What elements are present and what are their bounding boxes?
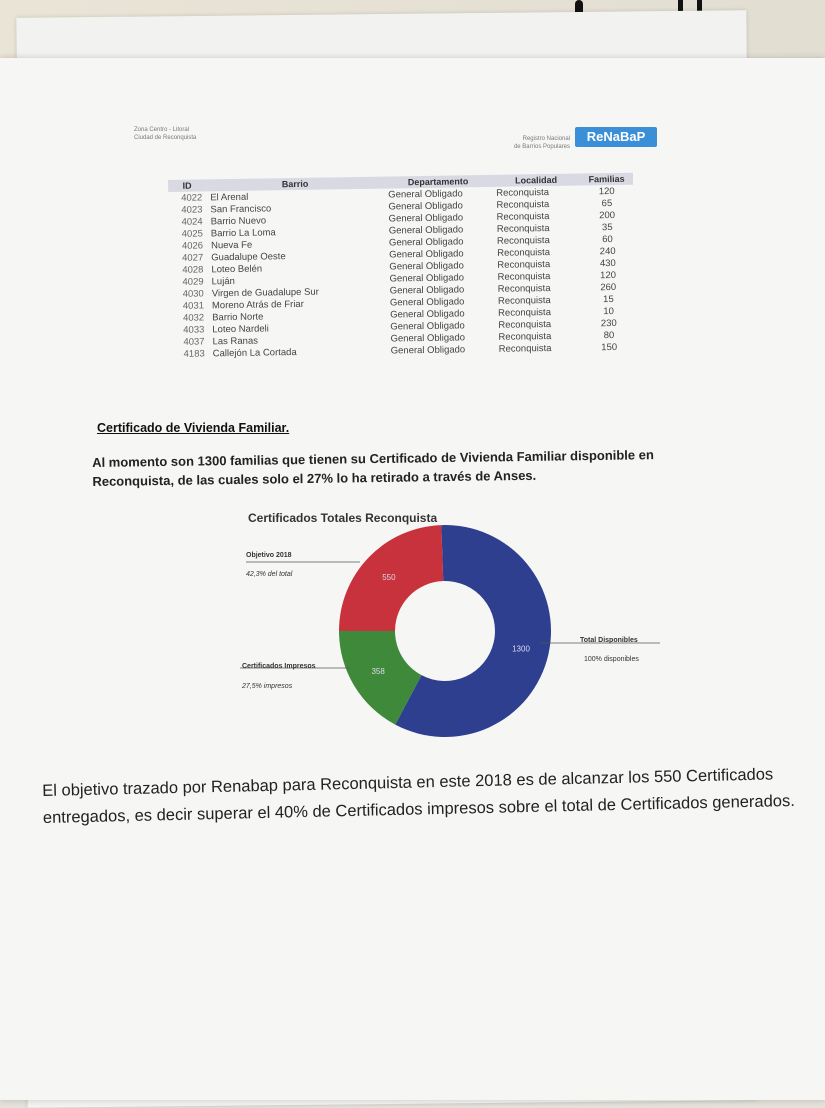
col-id: ID [168,179,206,192]
cell-barrio: Barrio La Loma [210,226,276,239]
cell-barrio: Barrio Nuevo [210,214,267,227]
cell-familias: 120 [598,185,615,197]
col-departamento: Departamento [384,175,492,189]
cell-id: 4028 [182,263,204,276]
section-title: Certificado de Vivienda Familiar. [97,421,290,435]
cell-familias: 260 [600,281,617,293]
renabap-logo: ReNaBaP [575,127,657,147]
cell-id: 4032 [182,311,205,324]
cell-barrio: Barrio Norte [212,311,264,323]
cell-familias: 120 [600,269,617,281]
cell-departamento: General Obligado [390,319,465,333]
cell-localidad: Reconquista [498,318,552,331]
cell-departamento: General Obligado [389,247,464,261]
cell-localidad: Reconquista [496,210,550,223]
cell-departamento: General Obligado [390,331,466,345]
cell-id: 4025 [181,227,203,240]
cell-familias: 240 [599,245,616,257]
cell-familias: 230 [600,317,617,329]
cell-familias: 15 [603,293,614,305]
cell-id: 4023 [181,203,203,216]
cell-familias: 150 [601,341,618,353]
cell-barrio: Las Ranas [212,335,259,347]
cell-familias: 35 [601,221,613,233]
slice-value-label: 358 [371,667,385,677]
cell-departamento: General Obligado [389,271,465,285]
objetivo-label: Objetivo 2018 [246,552,292,559]
cell-barrio: Guadalupe Oeste [211,250,286,263]
header-registry-line1: Registro Nacional [522,136,570,142]
cell-barrio: San Francisco [210,202,272,215]
barrios-table [168,173,636,360]
cell-departamento: General Obligado [390,307,465,321]
cell-barrio: El Arenal [210,191,249,203]
cell-familias: 60 [602,233,613,245]
cell-localidad: Reconquista [497,282,551,295]
cell-departamento: General Obligado [389,295,465,309]
header-registry [490,135,570,151]
header-registry-line2: de Barrios Populares [513,144,570,150]
chart-title: Certificados Totales Reconquista [248,511,438,525]
cell-barrio: Moreno Atrás de Friar [211,298,304,311]
cell-id: 4022 [181,191,203,204]
cell-departamento: General Obligado [390,343,466,357]
cell-localidad: Reconquista [496,198,550,211]
cell-id: 4037 [183,335,205,348]
cell-departamento: General Obligado [389,259,464,273]
cell-id: 4033 [183,323,205,336]
intro-paragraph: Al momento son 1300 familias que tienen su Certificado de Vivienda Familiar disponible en Reconquista, de las cuales solo el 27% lo ha retirado a través de Anses. [92,447,654,489]
cell-departamento: General Obligado [389,283,465,297]
objetivo-note: 42,3% del total [246,571,293,578]
cell-id: 4030 [182,287,204,300]
disponibles-label: Total Disponibles [580,637,638,644]
col-familias: Familias [580,173,633,186]
cell-localidad: Reconquista [498,306,552,319]
objective-paragraph: El objetivo trazado por Renabap para Reconquista en este 2018 es de alcanzar los 550 Certificados entregados, es decir superar el 40% de Certificados impresos sobre el total de Certificados generados. [42,765,795,827]
cell-localidad: Reconquista [496,186,550,199]
cell-id: 4029 [182,275,204,288]
cell-barrio: Loteo Belén [211,263,263,275]
cell-id: 4024 [181,215,203,228]
cell-barrio: Loteo Nardeli [212,322,269,335]
cell-barrio: Callejón La Cortada [212,346,297,359]
cell-familias: 200 [599,209,616,221]
impresos-note: 27,5% impresos [242,683,293,690]
cell-id: 4026 [181,239,204,252]
cell-familias: 80 [603,329,615,341]
cell-departamento: General Obligado [388,223,464,237]
header-left-line1: Zona Centro - Litoral [134,127,190,133]
cell-localidad: Reconquista [497,270,551,283]
cell-barrio: Virgen de Guadalupe Sur [211,286,319,299]
cell-departamento: General Obligado [388,187,463,201]
cell-departamento: General Obligado [388,211,464,225]
disponibles-note: 100% disponibles [584,656,639,663]
cell-localidad: Reconquista [497,294,551,307]
cell-localidad: Reconquista [496,234,550,247]
cell-localidad: Reconquista [496,222,550,235]
col-barrio: Barrio [206,177,384,192]
cell-localidad: Reconquista [498,342,552,355]
slice-value-label: 1300 [512,644,530,654]
cell-localidad: Reconquista [497,258,551,271]
cell-familias: 430 [599,257,616,269]
cell-barrio: Luján [211,275,235,287]
cell-familias: 65 [601,197,613,209]
cell-familias: 10 [603,305,614,317]
cell-localidad: Reconquista [497,246,551,259]
slice-value-label: 550 [382,572,396,582]
header-location [134,126,196,142]
header-left-line2: Ciudad de Reconquista [134,135,197,141]
cell-id: 4027 [181,251,204,264]
cell-localidad: Reconquista [498,330,552,343]
cell-departamento: General Obligado [388,235,464,249]
cell-departamento: General Obligado [388,199,463,213]
cell-barrio: Nueva Fe [210,239,253,251]
cell-id: 4183 [183,347,205,360]
cell-id: 4031 [182,299,205,312]
col-localidad: Localidad [492,174,580,187]
impresos-label: Certificados Impresos [242,663,316,670]
